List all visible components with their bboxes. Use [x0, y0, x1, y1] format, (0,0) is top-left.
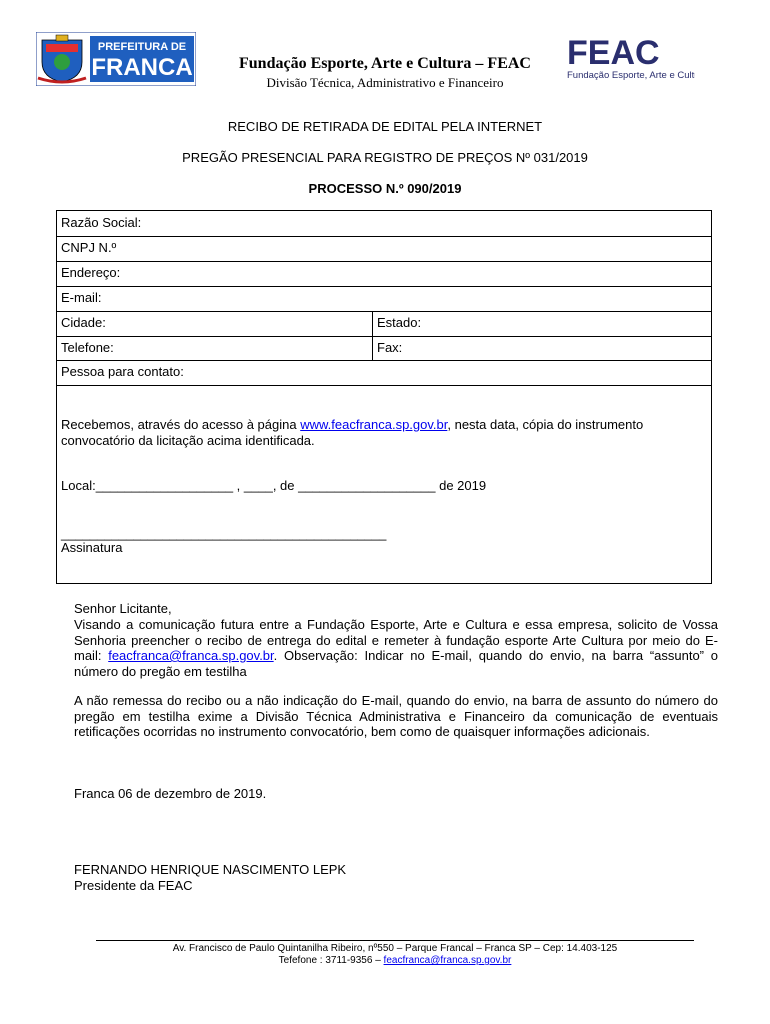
row-telefone-fax[interactable]	[57, 336, 711, 361]
footer-email-link[interactable]: feacfranca@franca.sp.gov.br	[383, 955, 512, 966]
header-title: Fundação Esporte, Arte e Cultura – FEAC	[239, 55, 531, 72]
label-endereco: Endereço:	[61, 265, 121, 280]
paragraph-1-before: Visando a comunicação futura entre a Fundação Esporte, Arte e Cultura e essa empresa, solicito de Vossa Senhoria preencher o recibo de entrega do edital e remeter à fundação esporte Arte Cultura por meio do E-mail:	[74, 617, 718, 663]
paragraph-1	[74, 617, 718, 679]
label-cidade: Cidade:	[61, 315, 106, 330]
label-estado: Estado:	[377, 315, 422, 330]
date-line: Franca 06 de dezembro de 2019.	[74, 786, 267, 801]
feac-website-link[interactable]: www.feacfranca.sp.gov.br	[300, 417, 448, 432]
column-divider	[372, 311, 373, 336]
paragraph-1-after: . Observação: Indicar no E-mail, quando do envio, na barra “assunto” o número do pregão em testilha	[74, 648, 719, 679]
label-razao-social: Razão Social:	[61, 215, 142, 230]
greeting: Senhor Licitante,	[74, 601, 172, 616]
label-cnpj: CNPJ N.º	[61, 240, 117, 255]
receipt-statement	[61, 417, 707, 449]
row-cnpj[interactable]	[57, 236, 711, 262]
heading-line-3: PROCESSO N.º 090/2019	[308, 181, 462, 196]
receipt-form	[56, 210, 712, 584]
header-subtitle: Divisão Técnica, Administrativo e Financeiro	[266, 75, 504, 90]
row-endereco[interactable]	[57, 261, 711, 287]
column-divider	[372, 336, 373, 360]
row-email[interactable]	[57, 286, 711, 312]
prefeitura-franca-logo	[36, 32, 196, 86]
signer-role: Presidente da FEAC	[74, 878, 193, 893]
receipt-text-after: , nesta data, cópia do instrumento convocatório da licitação acima identificada.	[61, 417, 644, 448]
label-pessoa-contato: Pessoa para contato:	[61, 364, 184, 379]
footer-phone: Tefefone : 3711-9356 –	[278, 955, 384, 966]
label-email: E-mail:	[61, 290, 102, 305]
right-logo-small: Fundação Esporte, Arte e Cultura	[567, 70, 695, 81]
local-date-line[interactable]: Local:___________________ , ____, de ___________________ de 2019	[61, 478, 487, 493]
signature-line[interactable]: _____________________________________________	[61, 526, 387, 541]
footer-divider	[96, 940, 694, 941]
right-logo-big: FEAC	[567, 36, 660, 72]
row-cidade-estado[interactable]	[57, 311, 711, 337]
label-fax: Fax:	[377, 340, 403, 355]
footer-contact	[96, 955, 694, 966]
paragraph-2: A não remessa do recibo ou a não indicação do E-mail, quando do envio, na barra de assunto do número do pregão em testilha exime a Divisão Técnica Administrativa e Financeiro da comunicação de eventuais retificações ocorridas no instrumento convocatório, bem como de quaisquer informações adicionais.	[74, 693, 718, 739]
signature-label: Assinatura	[61, 540, 123, 555]
row-pessoa-contato[interactable]	[57, 360, 711, 386]
receipt-text-before: Recebemos, através do acesso à página	[61, 417, 301, 432]
feac-email-link[interactable]: feacfranca@franca.sp.gov.br	[108, 648, 274, 663]
left-logo-line2: FRANCA	[91, 54, 193, 81]
footer-address: Av. Francisco de Paulo Quintanilha Ribeiro, nº550 – Parque Francal – Franca SP – Cep: 14.403-125	[172, 943, 618, 954]
label-telefone: Telefone:	[61, 340, 114, 355]
row-razao-social[interactable]	[57, 211, 711, 237]
left-logo-line1: PREFEITURA DE	[97, 41, 187, 53]
signer-name: FERNANDO HENRIQUE NASCIMENTO LEPK	[74, 862, 347, 877]
heading-line-1: RECIBO DE RETIRADA DE EDITAL PELA INTERNET	[227, 119, 543, 134]
heading-line-2: PREGÃO PRESENCIAL PARA REGISTRO DE PREÇOS Nº 031/2019	[182, 150, 588, 165]
feac-logo	[565, 36, 695, 82]
